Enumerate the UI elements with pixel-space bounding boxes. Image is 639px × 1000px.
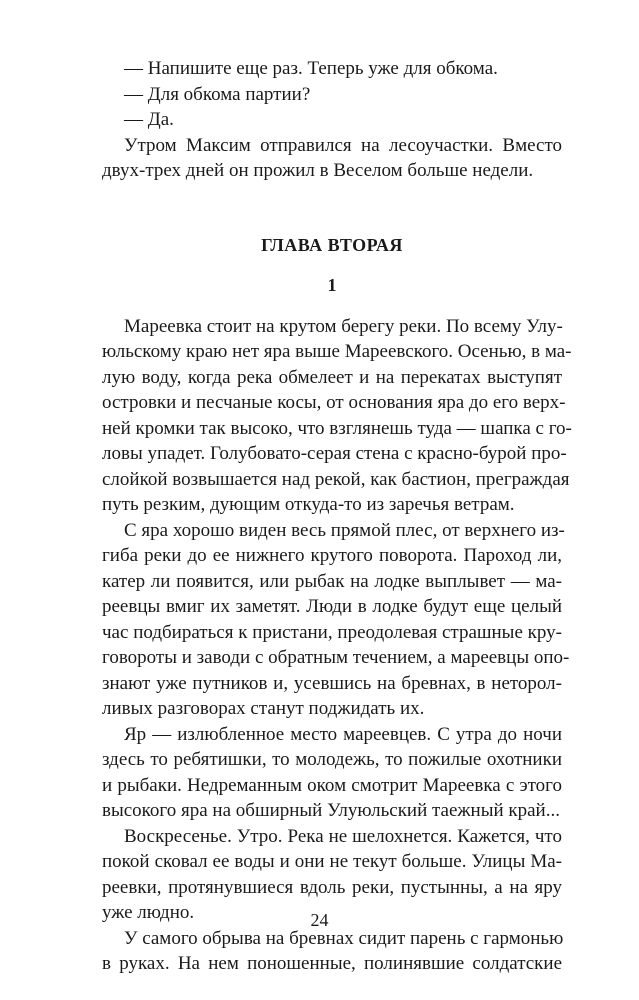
text-line: говороты и заводи с обратным течением, а мареевцы опо-	[102, 647, 570, 668]
text-line: Утром Максим отправился на лесоучастки. Вместо	[124, 134, 562, 156]
text-line: Яр — излюбленное место мареевцев. С утра до ночи	[124, 723, 562, 745]
text-line: путь резким, дующим откуда-то из заречья ветрам.	[102, 494, 515, 515]
chapter-title: ГЛАВА ВТОРАЯ	[261, 234, 403, 255]
text-line: и рыбаки. Недреманным оком смотрит Мареевка с этого	[102, 774, 562, 796]
text-line: знают уже путников и, усевшись на бревнах, в неторол-	[102, 672, 562, 694]
text-line: катер ли появится, или рыбак на лодке выплывет — ма-	[102, 570, 562, 592]
paragraph	[102, 314, 572, 518]
text-line: Воскресенье. Утро. Река не шелохнется. Кажется, что	[124, 825, 562, 847]
text-line: лую воду, когда река обмелеет и на перекатах выступят	[102, 366, 562, 388]
paragraph	[102, 133, 562, 184]
text-line: юльскому краю нет яра выше Мареевского. Осенью, в ма-	[102, 341, 572, 362]
text-line: реевки, протянувшиеся вдоль реки, пустынны, а на яру	[102, 876, 562, 898]
text-line: в руках. На нем поношенные, полинявшие солдатские	[102, 953, 562, 974]
dialogue-block	[102, 56, 562, 133]
text-line: У самого обрыва на бревнах сидит парень с гармонью	[124, 927, 564, 949]
text-line: ловы упадет. Голубовато-серая стена с красно-бурой про-	[102, 443, 567, 464]
text-line: высокого яра на обширный Улуюльский таежный край...	[102, 800, 560, 821]
dialogue-line: — Да.	[124, 109, 174, 130]
text-line: покой сковал ее воды и они не текут больше. Улицы Ма-	[102, 851, 562, 872]
dialogue-line: — Напишите еще раз. Теперь уже для обкома.	[124, 58, 498, 79]
text-line: уже людно.	[102, 902, 195, 923]
text-line: реевцы вмиг их заметят. Люди в лодке будут еще целый	[102, 596, 562, 617]
text-line: здесь то ребятишки, то молодежь, то пожилые охотники	[102, 749, 562, 770]
text-line: ней кромки так высоко, что взглянешь туда — шапка с го-	[102, 417, 572, 439]
text-line: гиба реки до ее нижнего крутого поворота. Пароход ли,	[102, 545, 562, 566]
paragraph	[102, 722, 562, 824]
text-line: ливых разговорах станут поджидать их.	[102, 698, 425, 719]
text-line: островки и песчаные косы, от основания яра до его верх-	[102, 392, 566, 413]
paragraph	[102, 926, 562, 977]
text-line: двух-трех дней он прожил в Веселом больше недели.	[102, 160, 534, 181]
text-line: С яра хорошо виден весь прямой плес, от верхнего из-	[124, 519, 565, 541]
paragraph	[102, 518, 570, 722]
section-number: 1	[327, 274, 337, 295]
text-line: Мареевка стоит на крутом берегу реки. По всему Улу-	[124, 315, 563, 337]
dialogue-line: — Для обкома партии?	[124, 83, 311, 105]
book-page	[102, 56, 572, 977]
text-line: слойкой возвышается над рекой, как бастион, преграждая	[102, 468, 570, 490]
page-number: 24	[310, 910, 329, 930]
text-line: час подбираться к пристани, преодолевая страшные кру-	[102, 621, 562, 643]
